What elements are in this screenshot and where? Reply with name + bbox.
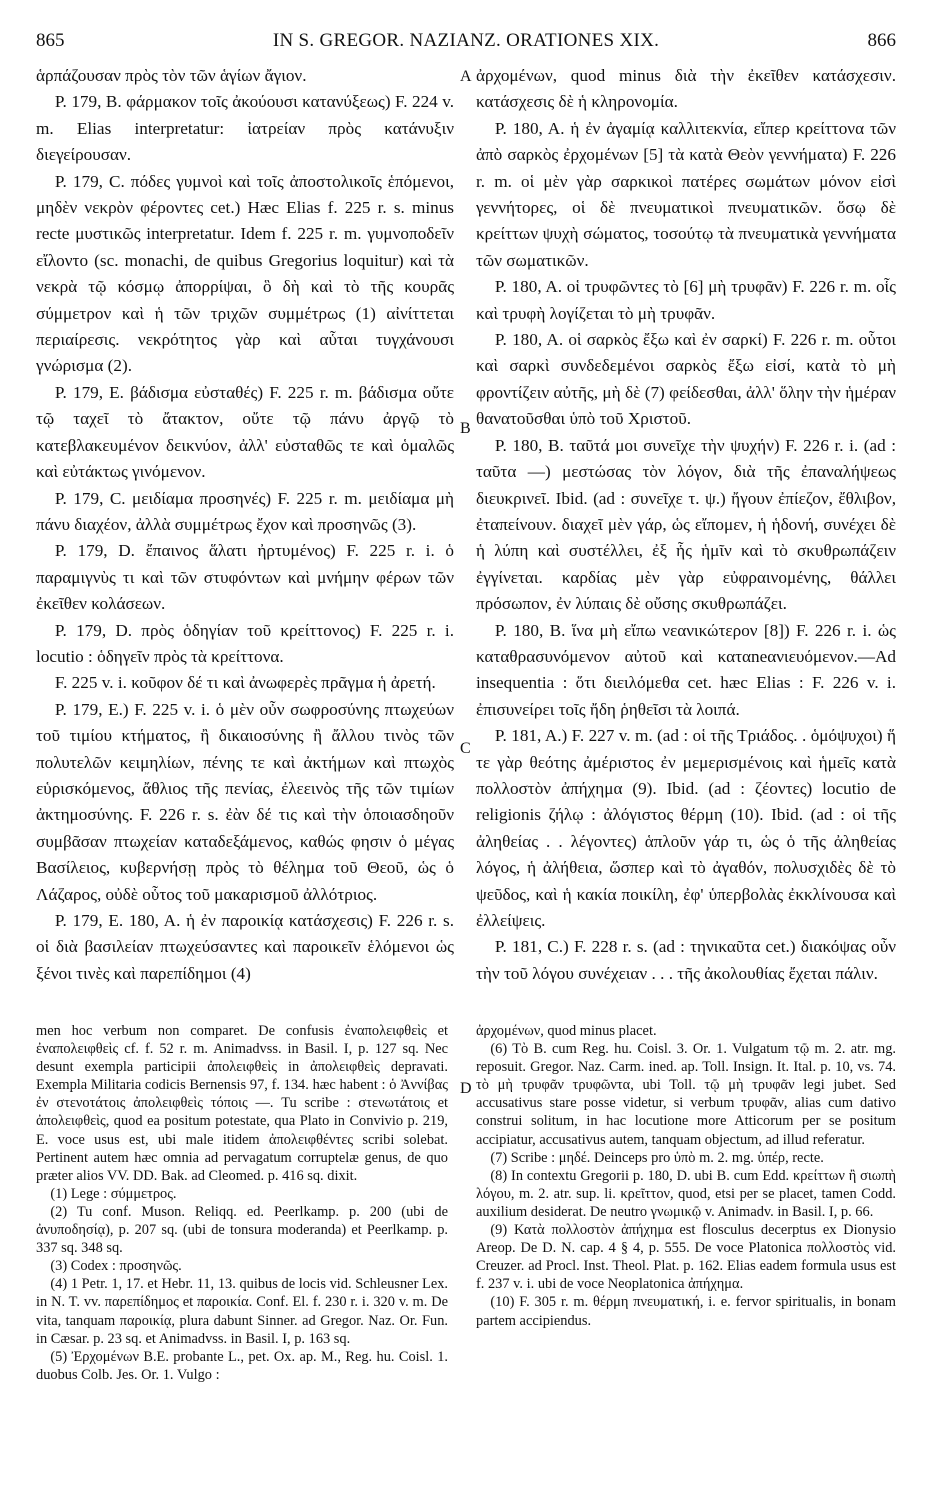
right-paragraph: P. 180, A. οἱ τρυφῶντες τὸ [6] μὴ τρυφᾶν) F. 226 r. m. οἷς καὶ τρυφὴ λογίζεται τὸ μὴ τρυφᾶν. (476, 277, 896, 323)
footnote: (6) Τὸ B. cum Reg. hu. Coisl. 3. Or. 1. Vulgatum τῷ m. 2. atr. mg. reposuit. Gregor. Naz. Carm. ined. ap. Toll. Insign. It. Ital. p. 10, vs. 74. τὸ μὴ τρυφᾶν τρυφῶντα, ubi Toll. τῷ μὴ τρυφᾶν legi jubet. Sed accusativus stare posse videtur, si verbum τρυφᾶν, alias cum dativo construi solitum, in hac locutione more Atticorum per se positum accipiatur, accusativus autem, tanquam objectum, ad illud referatur. (476, 1041, 896, 1148)
left-paragraph: ἁρπάζουσαν πρὸς τὸν τῶν ἁγίων ἄγιον. (36, 66, 307, 85)
running-title: IN S. GREGOR. NAZIANZ. ORATIONES XIX. (272, 30, 660, 51)
margin-mark-a: A (460, 68, 472, 85)
footnote: (4) 1 Petr. 1, 17. et Hebr. 11, 13. quibus de locis vid. Schleusner Lex. in N. T. vv. παρεπίδημος et παροικία. Conf. El. f. 230 r. i. 320 v. m. De vita, tanquam παροικίᾳ, plura dabunt Sinner. ad Gregor. Naz. Or. Fun. in Cæsar. p. 23 sq. et Animadvss. in Basil. I, p. 163 sq. (36, 1276, 448, 1347)
footnote: ἀρχομένων, quod minus placet. (476, 1023, 657, 1039)
right-paragraph: P. 181, C.) F. 228 r. s. (ad : τηνικαῦτα cet.) διακόψας οὖν τὴν τοῦ λόγου συνέχειαν . . . τῆς ἀκολουθίας ἔχεται πάλιν. (476, 937, 896, 983)
footnote: (3) Codex : προσηνῶς. (50, 1258, 182, 1275)
footnote: men hoc verbum non comparet. De confusis ἐναπολειφθεὶς et ἐναπολειφθεὶς cf. f. 52 r. m. Animadvss. in Basil. I, p. 127 sq. Nec desunt exempla participii ἀπολειφθεὶς in ἀπολειφθεὶς depravati. Exempla Militaria codicis Bernensis 97, f. 134. hæc habent : ὁ Ἀννίβας ἐν στενοτάτοις ἀπολειφθεὶς τόποις —. Tu scribe : στενωτάτοις et ἀπολειφθεὶς, quod ea positum potestate, qua Plato in Convivio p. 219, E. voce usus est, ubi male itidem ἀπολειφθέντες scribi solebat. Pertinent autem hæc omnia ad pervagatum corruptelæ genus, de quo præter alios VV. DD. Bak. ad Cleomed. p. 416 sq. dixit. (36, 1023, 448, 1184)
footnotes-right (476, 1022, 896, 1330)
left-paragraph: P. 179, E.) F. 225 v. i. ὁ μὲν οὖν σωφροσύνης πτωχεύων τοῦ τιμίου κτήματος, ἢ δικαιοσύνης ἢ ἄλλου τινὸς τῶν πολυτελῶν κειμηλίων, πένης τε καὶ ἀκτήμων καὶ πτωχὸς εὑρισκόμενος, ἄθλιος τῆς πενίας, ἐλεεινὸς τῆς τῶν τιμίων ἀκτημοσύνης. F. 226 r. s. ἐὰν δέ τις καὶ τὴν ὁποιασδηοῦν συμβᾶσαν πτωχείαν καταδεξάμενος, καθώς φησιν ὁ μέγας Βασίλειος, κυβερνήσῃ πρὸς τὸ θέλημα τοῦ Θεοῦ, ὡς ὁ Λάζαρος, οὐδὲ οὗτος τοῦ μακαρισμοῦ ἀλλότριος. (36, 699, 454, 904)
right-paragraph: P. 180, A. οἱ σαρκὸς ἔξω καὶ ἐν σαρκί) F. 226 r. m. οὗτοι καὶ σαρκὶ συνδεδεμένοι σαρκὸς ἔξω εἰσί, κατὰ τὸ μὴ φροντίζειν αὐτῆς, μὴ δὲ (7) φείδεσθαι, ἀλλ' ὅλην τὴν ἡμέραν θανατοῦσθαι ὑπὸ τοῦ Χριστοῦ. (476, 330, 896, 429)
footnote: (10) F. 305 r. m. θέρμη πνευματική, i. e. fervor spiritualis, in bonam partem accipiendus. (476, 1294, 896, 1329)
page-header (36, 30, 896, 56)
right-paragraph: ἀρχομένων, quod minus διὰ τὴν ἐκεῖθεν κατάσχεσιν. κατάσχεσις δὲ ἡ κληρονομία. (476, 66, 896, 112)
left-paragraph: P. 179, D. ἔπαινος ἅλατι ἠρτυμένος) F. 225 r. i. ὁ παραμιγνὺς τι καὶ τῶν στυφόντων καὶ μνήμην φέρων τῶν ἐκεῖθεν κολάσεων. (36, 541, 454, 614)
footnote: (9) Κατὰ πολλοστὸν ἀπήχημα est flosculus decerptus ex Dionysio Areop. De D. N. cap. 4 § 4, p. 555. De voce Platonica πολλοστὸς vid. Creuzer. ad Procl. Inst. Theol. Plat. p. 162. Elias eadem formula usus est f. 237 v. i. ubi de voce Neoplatonica ἀπήχημα. (476, 1222, 896, 1293)
footnotes-left (36, 1022, 448, 1384)
footnote: (2) Tu conf. Muson. Reliqq. ed. Peerlkamp. p. 200 (ubi de ἀνυποδησίᾳ), p. 207 sq. (ubi de tonsura moderanda) et Peerlkamp. p. 337 sq. 348 sq. (36, 1203, 448, 1257)
left-paragraph: P. 179, E. βάδισμα εὐσταθές) F. 225 r. m. βάδισμα οὔτε τῷ ταχεῖ τὸ ἄτακτον, οὔτε τῷ πάνυ ἀργῷ τὸ κατεβλακευμένον δεικνύον, ἀλλ' εὐσταθῶς τε καὶ ὁμαλῶς καὶ εὐτάκτως γινόμενον. (36, 382, 454, 482)
footnote: (1) Lege : σύμμετρος. (50, 1185, 177, 1202)
right-column (476, 63, 896, 987)
left-paragraph: P. 179, D. πρὸς ὁδηγίαν τοῦ κρείττονος) F. 225 r. i. locutio : ὁδηγεῖν πρὸς τὰ κρείττονα. (36, 620, 454, 666)
left-paragraph: F. 225 v. i. κοῦφον δέ τι καὶ ἀνωφερὲς πρᾶγμα ἡ ἀρετή. (54, 673, 436, 693)
margin-mark-c: C (460, 740, 471, 757)
left-paragraph: P. 179, C. μειδίαμα προσηνές) F. 225 r. m. μειδίαμα μὴ πάνυ διαχέον, ἀλλὰ συμμέτρως ἔχον καὶ προσηνῶς (3). (36, 488, 454, 534)
right-paragraph: P. 180, B. ταῦτά μοι συνεῖχε τὴν ψυχήν) F. 226 r. i. (ad : ταῦτα —) μεστώσας τὸν λόγον, διὰ τῆς ἐπαναλήψεως διευκρινεῖ. Ibid. (ad : συνεῖχε τ. ψ.) ἤγουν ἐπίεζον, ἔθλιβον, ἐταπείνουν. διαχεῖ μὲν γάρ, ὡς εἴπομεν, ἡ ἡδονή, συνέχει δὲ ἡ λύπη καὶ συστέλλει, ἐξ ἧς ἡμῖν καὶ τὸ σκυθρωπάζειν ἐγγίνεται. καρδίας μὲν γὰρ εὐφραινομένης, θάλλει πρόσωπον, ἐν λύπαις δὲ οὔσης σκυθρωπάζει. (476, 435, 896, 614)
footnote: (7) Scribe : μηδέ. Deinceps pro ὑπὸ m. 2. mg. ὑπέρ, recte. (490, 1149, 824, 1166)
left-column (36, 63, 454, 987)
page-number-right: 866 (867, 30, 896, 51)
footnote: (5) Ἐρχομένων B.E. probante L., pet. Ox. ap. M., Reg. hu. Coisl. 1. duobus Colb. Jes. Or. 1. Vulgo : (36, 1348, 448, 1383)
left-paragraph: P. 179, E. 180, A. ἡ ἐν παροικίᾳ κατάσχεσις) F. 226 r. s. οἱ διὰ βασιλείαν πτωχεύσαντες καὶ παροικεῖν ἑλόμενοι ὡς ξένοι τινὲς καὶ παρεπίδημοι (4) (36, 911, 454, 983)
margin-mark-b: B (460, 420, 471, 437)
margin-mark-d: D (460, 1080, 472, 1097)
page-number-left: 865 (36, 30, 65, 51)
left-paragraph: P. 179, C. πόδες γυμνοὶ καὶ τοῖς ἀποστολικοῖς ἑπόμενοι, μηδὲν νεκρὸν φέροντες cet.) Hæc Elias f. 225 r. s. minus recte μυστικῶς interpretatur. Idem f. 225 r. m. γυμνοποδεῖν εἴλοντο (sc. monachi, de quibus Gregorius loquitur) καὶ τὰ νεκρὰ τῷ κόσμῳ ἀπορρίψαι, ὃ δὴ καὶ τὸ τῆς κουρᾶς σύμμετρον καὶ ἡ τῶν τριχῶν συμμέτρως (1) αἰνίττεται περιαίρεσις. νεκρότητος γὰρ καὶ αὗται τυγχάνουσι γνώρισμα (2). (36, 171, 454, 376)
right-paragraph: P. 180, A. ἡ ἐν ἀγαμίᾳ καλλιτεκνία, εἴπερ κρείττονα τῶν ἀπὸ σαρκὸς ἐρχομένων [5] τὰ κατὰ Θεὸν γεννήματα) F. 226 r. m. οἱ μὲν γὰρ σαρκικοὶ πατέρες σωμάτων μόνον εἰσὶ γεννήτορες, οἱ δὲ πνευματικοὶ πνευματικῶν. ὅσῳ δὲ κρείττων ψυχὴ σώματος, τοσούτῳ τὰ πνευματικὰ γεννήματα τῶν σωματικῶν. (476, 118, 896, 270)
right-paragraph: P. 181, A.) F. 227 v. m. (ad : οἱ τῆς Τριάδος. . ὁμόψυχοι) ἥ τε γὰρ θεότης ἀμέριστος ἐν μεμερισμένοις καὶ ἡμεῖς κατὰ πολλοστὸν ἀπήχημα (9). Ibid. (ad : ζέοντες) locutio de religionis ζήλῳ : ἀλόγιστος θέρμη (10). Ibid. (ad : οἱ τῆς ἀληθείας . . λέγοντες) ἁπλοῦν γάρ τι, ὡς ὁ τῆς ἀληθείας λόγος, ἡ ἀλήθεια, ὥσπερ καὶ τὸ ἀγαθόν, πολυσχιδὲς δὲ τὸ ψεῦδος, καὶ ἡ κακία ποικίλη, ἐφ' ὑπερβολὰς ἐκκλίνουσα καὶ ἐλλείψεις. (476, 726, 896, 930)
right-paragraph: P. 180, B. ἵνα μὴ εἴπω νεανικώτερον [8]) F. 226 r. i. ὡς καταθρασυνόμενον αὐτοῦ καὶ καταneανιευόμενον.—Ad insequentia : ὅτι διειλόμεθα cet. hæc Elias : F. 226 v. i. ἐπισυνείρει τοῖς ἤδη ῥηθεῖσι τὰ λοιπά. (476, 620, 896, 719)
left-paragraph: P. 179, B. φάρμακον τοῖς ἀκούουσι κατανύξεως) F. 224 v. m. Elias interpretatur: ἰατρείαν πρὸς κατάνυξιν διεγείρουσαν. (36, 92, 454, 165)
footnote: (8) In contextu Gregorii p. 180, D. ubi B. cum Edd. κρείττων ἢ σιωπὴ λόγου, m. 2. atr. sup. li. κρεῖττον, quod, etsi per se placet, tamen Codd. auxilium desiderat. De neutro γνωμικῷ v. Animadv. in Basil. I, p. 66. (476, 1167, 896, 1220)
